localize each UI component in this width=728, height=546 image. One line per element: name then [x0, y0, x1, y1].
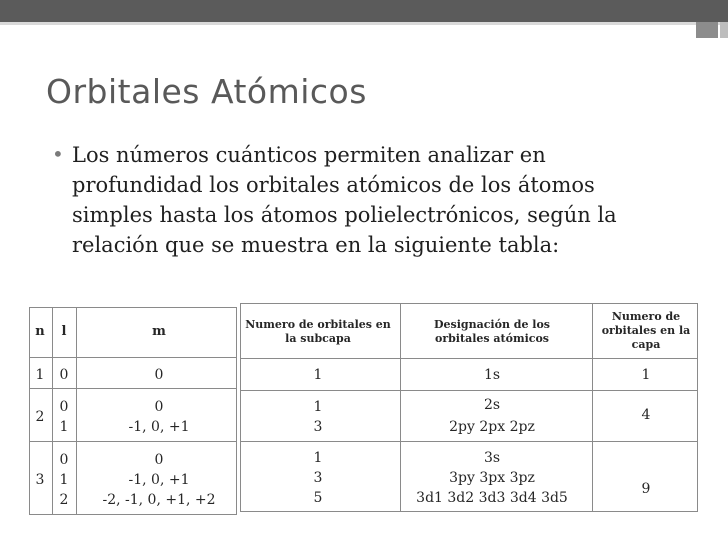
row1-m: 0	[154, 367, 164, 383]
row2-subcapa-1: 3	[313, 419, 323, 435]
table-col-divider-l	[76, 307, 77, 515]
row3-capa: 9	[641, 481, 651, 497]
table-right-row2-divider	[240, 441, 698, 442]
table-right-edge	[697, 303, 698, 512]
header-designacion: Designación de los orbitales atómicos	[434, 318, 550, 345]
row2-subcapa-0: 1	[313, 399, 323, 415]
row3-designacion-1: 3py 3px 3pz	[449, 470, 535, 486]
row3-l-2: 2	[59, 492, 69, 508]
row1-l: 0	[59, 367, 69, 383]
row3-m-2: -2, -1, 0, +1, +2	[102, 492, 216, 508]
table-right-border-top	[240, 303, 698, 304]
row1-designacion: 1s	[483, 367, 501, 383]
row3-m-1: -1, 0, +1	[128, 472, 190, 488]
header-num-orbitales-subcapa: Numero de orbitales en la subcapa	[245, 318, 391, 345]
table-right-left-edge	[240, 303, 241, 512]
top-bar	[0, 0, 728, 22]
table-right-header-divider	[240, 358, 698, 359]
row1-subcapa: 1	[313, 367, 323, 383]
row2-l-0: 0	[59, 399, 69, 415]
table-left-row1-divider	[29, 388, 237, 389]
table-left-header-divider	[29, 357, 237, 358]
row3-subcapa-2: 5	[313, 490, 323, 506]
header-l: l	[61, 324, 67, 339]
row3-subcapa-0: 1	[313, 450, 323, 466]
table-left-border-bottom	[29, 514, 237, 515]
top-bar-divider	[0, 22, 728, 25]
header-num-orbitales-capa: Numero de orbitales en la capa	[601, 310, 691, 351]
row3-n: 3	[35, 472, 45, 488]
row3-designacion-0: 3s	[483, 450, 501, 466]
bullet-text: Los números cuánticos permiten analizar en profundidad los orbitales atómicos de los átomos simples hasta los átomos polielectrónicos, según la relación que se muestra en la siguiente tabla:	[72, 143, 617, 257]
row2-l-1: 1	[59, 419, 69, 435]
table-left-border-top	[29, 307, 237, 308]
bullet-dot-icon: •	[52, 142, 64, 166]
table-right-border-bottom	[240, 511, 698, 512]
corner-accent-light	[720, 22, 728, 38]
row3-l-0: 0	[59, 452, 69, 468]
slide-title: Orbitales Atómicos	[46, 72, 367, 111]
row2-capa: 4	[641, 407, 651, 423]
header-n: n	[35, 324, 45, 339]
row2-m-0: 0	[154, 399, 164, 415]
table-col-divider-n	[52, 307, 53, 515]
corner-accent	[696, 22, 718, 38]
row2-m-1: -1, 0, +1	[128, 419, 190, 435]
row1-capa: 1	[641, 367, 651, 383]
row2-designacion-1: 2py 2px 2pz	[449, 419, 535, 435]
header-m: m	[152, 324, 166, 339]
table-left-row2-divider	[29, 441, 237, 442]
row3-l-1: 1	[59, 472, 69, 488]
row1-n: 1	[35, 367, 45, 383]
row3-subcapa-1: 3	[313, 470, 323, 486]
table-left-edge	[29, 307, 30, 515]
row3-designacion-2: 3d1 3d2 3d3 3d4 3d5	[416, 490, 568, 506]
table-right-row1-divider	[240, 390, 698, 391]
row3-m-0: 0	[154, 452, 164, 468]
table-col-divider-subcapa	[400, 303, 401, 512]
table-col-divider-designacion	[592, 303, 593, 512]
table-left-right-edge	[236, 307, 237, 515]
row2-designacion-0: 2s	[483, 397, 501, 413]
row2-n: 2	[35, 409, 45, 425]
